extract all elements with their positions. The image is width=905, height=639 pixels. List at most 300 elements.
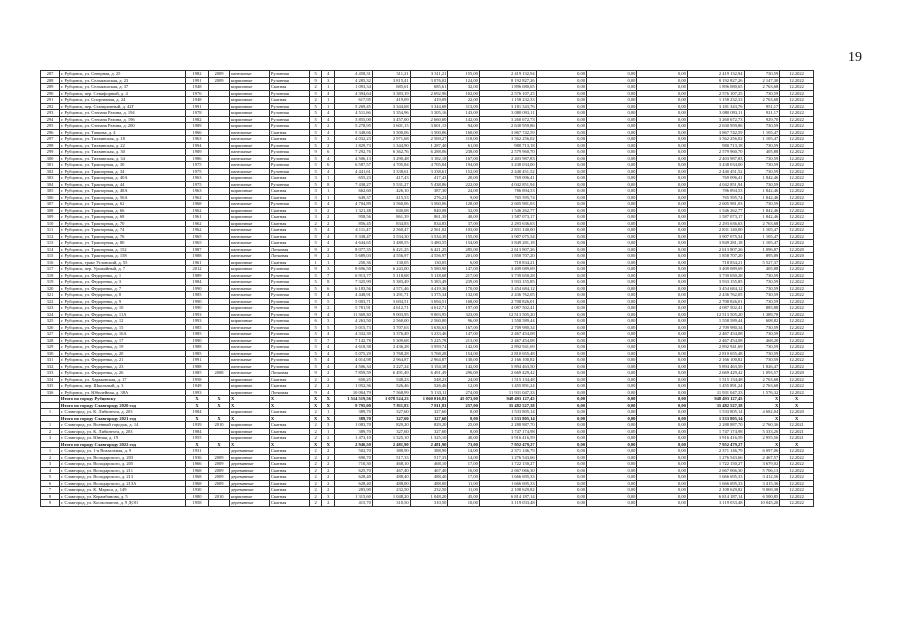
cell-roof-type: Рулонная <box>269 266 309 273</box>
cell-floors: 5 <box>309 324 322 331</box>
cell-living-area: 4 612,71 <box>372 305 410 312</box>
cell-floors: 2 <box>309 220 322 227</box>
cell-residents: 24,00 <box>448 188 480 195</box>
cell-roof-type: Рулонная <box>269 331 309 338</box>
cell-floors: 9 <box>309 246 322 253</box>
cell-address: г. Рубцовск, ул. Федоренко, д. 16А <box>59 331 185 338</box>
cell-total-area: 4 618,38 <box>335 344 373 351</box>
cell-roof-type: Скатная <box>269 227 309 234</box>
cell-fund-fsr: 0,00 <box>536 233 586 240</box>
cell-year-built: 1965 <box>185 240 208 247</box>
cell-owner-contributions: 4 042 851,94 <box>687 181 744 188</box>
cell-entrances: 2 <box>322 142 335 149</box>
cell-address: г. Рубцовск, ул. Тихвинская, д. 30 <box>59 149 185 156</box>
cell-owner-funds: 0,00 <box>637 311 687 318</box>
cell-total-area: 5 338,47 <box>335 233 373 240</box>
cell-total-area: 5 075,29 <box>335 350 373 357</box>
cell-floors: 5 <box>309 155 322 162</box>
cell-roof-type: Рулонная <box>269 71 309 78</box>
cell-fund-fsr: 0,00 <box>536 246 586 253</box>
cell-residents: 155,00 <box>448 233 480 240</box>
cell-residential-area: 526,46 <box>410 383 448 390</box>
cell-residential-area: 4 612,71 <box>410 305 448 312</box>
cell-total-area: 4 032,23 <box>335 136 373 143</box>
cell-deadline: 12.2021 <box>780 435 814 442</box>
cell-total-cost: 3 409 089,69 <box>479 266 536 273</box>
cell-budget-funds: 0,00 <box>587 376 637 383</box>
cell-year-built: 1984 <box>185 428 208 435</box>
cell-fund-fsr: 0,00 <box>536 292 586 299</box>
cell-budget-funds: 0,00 <box>587 246 637 253</box>
cell-total-cost: 2 293 636,63 <box>479 220 536 227</box>
cell-floors: 5 <box>309 90 322 97</box>
cell-total-area: 5 015,73 <box>335 324 373 331</box>
cell-total-area: 5 278,95 <box>335 123 373 130</box>
cell-budget-funds: 0,00 <box>587 292 637 299</box>
cell-fund-fsr: 0,00 <box>536 461 586 468</box>
cell-owner-contributions: 1 666 695,33 <box>687 480 744 487</box>
cell-total-area: 10 004,79 <box>335 389 373 396</box>
cell-row-number: 309 <box>41 214 60 221</box>
cell-roof-type: Скатная <box>269 428 309 435</box>
cell-year-built: 1985 <box>185 331 208 338</box>
cell-living-area: 3 227,24 <box>372 363 410 370</box>
cell-total-area: 4 394,64 <box>335 90 373 97</box>
cell-budget-funds: 0,00 <box>587 84 637 91</box>
cell-living-area: 5 531,27 <box>372 181 410 188</box>
cell-entrances: 4 <box>322 155 335 162</box>
cell-budget-funds: 0,00 <box>587 253 637 260</box>
cell-entrances: 1 <box>322 194 335 201</box>
cell-total-cost: 2 613 807,26 <box>479 246 536 253</box>
cell-wall-material: кирпичные <box>230 97 270 104</box>
cell-wall-material: панельные <box>230 240 270 247</box>
cell-deadline: 12.2022 <box>780 155 814 162</box>
cell-unit-cost: 730,59 <box>744 90 780 97</box>
cell-deadline: 12.2022 <box>780 168 814 175</box>
cell-owner-contributions: 3 562 256,02 <box>687 136 744 143</box>
cell-owner-contributions: 2 293 636,63 <box>687 220 744 227</box>
cell-year-built: 1962 <box>185 227 208 234</box>
cell-owner-contributions: 35 482 527,38 <box>687 402 744 409</box>
cell-living-area: 4 705,84 <box>372 162 410 169</box>
cell-deadline: 12.2022 <box>780 279 814 286</box>
cell-roof-type: Скатная <box>269 461 309 468</box>
cell-entrances: 3 <box>322 136 335 143</box>
cell-row-number: 304 <box>41 181 60 188</box>
cell-deadline: 12.2022 <box>780 493 814 500</box>
cell-owner-contributions: 3 260 672,73 <box>687 116 744 123</box>
cell-owner-contributions: 3 119 033,48 <box>687 500 744 507</box>
cell-wall-material: панельные <box>230 181 270 188</box>
cell-wall-material: кирпичные <box>230 454 270 461</box>
cell-entrances: 3 <box>322 422 335 429</box>
cell-row-number: 3 <box>41 435 60 442</box>
cell-year-built: 1978 <box>185 110 208 117</box>
cell-address: г. Славгород, ул. Володарского, д. 203 <box>59 454 185 461</box>
cell-fund-fsr: 0,00 <box>536 363 586 370</box>
cell-wall-material: панельные <box>230 253 270 260</box>
cell-deadline: 12.2022 <box>780 97 814 104</box>
cell-total-cost: 2 576 107,25 <box>479 90 536 97</box>
cell-fund-fsr: 0,00 <box>536 90 586 97</box>
cell-deadline: 12.2022 <box>780 77 814 84</box>
cell-roof-type: X <box>269 441 309 448</box>
cell-entrances: 1 <box>322 103 335 110</box>
page-number: 19 <box>848 50 862 65</box>
cell-floors: 5 <box>309 298 322 305</box>
cell-deadline: 12.2022 <box>780 461 814 468</box>
cell-residents: 142,00 <box>448 344 480 351</box>
cell-row-number: 332 <box>41 363 60 370</box>
cell-total-area: 6 913,77 <box>335 272 373 279</box>
cell-budget-funds: 0,00 <box>587 103 637 110</box>
cell-total-cost: 4 087 502,41 <box>479 305 536 312</box>
cell-roof-type: Скатная <box>269 493 309 500</box>
cell-living-area: 6 491,49 <box>372 370 410 377</box>
cell-address: г. Рубцовск, ул. Тракторная, д. 74 <box>59 227 185 234</box>
cell-budget-funds: 0,00 <box>587 344 637 351</box>
cell-wall-material: кирпичные <box>230 383 270 390</box>
cell-total-cost: 35 482 527,38 <box>479 402 536 409</box>
cell-floors: X <box>309 396 322 403</box>
cell-residents: 17,00 <box>448 461 480 468</box>
cell-row-number: 308 <box>41 207 60 214</box>
cell-roof-type: Рулонная <box>269 285 309 292</box>
cell-unit-cost: 6 500,85 <box>744 493 780 500</box>
cell-total-cost: 2 288 887,70 <box>479 422 536 429</box>
cell-floors: 2 <box>309 435 322 442</box>
cell-year-built: 1985 <box>185 350 208 357</box>
cell-entrances: 4 <box>322 201 335 208</box>
cell-owner-funds: 0,00 <box>637 487 687 494</box>
cell-total-cost: 3 739 650,28 <box>479 272 536 279</box>
cell-year-built: 1975 <box>185 168 208 175</box>
cell-year-built: X <box>185 441 208 448</box>
cell-budget-funds: 0,00 <box>587 441 637 448</box>
cell-living-area: 4 556,97 <box>372 253 410 260</box>
cell-year-built: 1955 <box>185 435 208 442</box>
cell-entrances: 2 <box>322 214 335 221</box>
cell-floors: 5 <box>309 168 322 175</box>
cell-owner-contributions: 786 894,53 <box>687 188 744 195</box>
cell-year-built: 1986 <box>185 155 208 162</box>
cell-living-area: 7 568,99 <box>372 389 410 396</box>
cell-unit-cost: 895,89 <box>744 253 780 260</box>
cell-year-renovated: X <box>209 396 230 403</box>
cell-row-number: 320 <box>41 285 60 292</box>
cell-budget-funds: 0,00 <box>587 175 637 182</box>
cell-wall-material: панельные <box>230 227 270 234</box>
cell-total-cost: 3 119 033,48 <box>479 500 536 507</box>
cell-floors: 2 <box>309 487 322 494</box>
cell-row-number: 8 <box>41 493 60 500</box>
cell-total-cost: 3 907 075,34 <box>479 233 536 240</box>
cell-total-area: 250,36 <box>335 259 373 266</box>
cell-entrances: 1 <box>322 188 335 195</box>
cell-roof-type: Скатная <box>269 233 309 240</box>
cell-unit-cost: 1 389,78 <box>744 311 780 318</box>
cell-fund-fsr: 0,00 <box>536 227 586 234</box>
cell-total-cost: 1 896 080,65 <box>479 84 536 91</box>
cell-wall-material: панельные <box>230 168 270 175</box>
cell-unit-cost: 730,59 <box>744 201 780 208</box>
cell-year-built: 1989 <box>185 123 208 130</box>
cell-owner-contributions: 1 858 707,20 <box>687 253 744 260</box>
cell-entrances: 5 <box>322 298 335 305</box>
cell-total-area: 628,40 <box>335 474 373 481</box>
cell-residents: 197,00 <box>448 305 480 312</box>
cell-fund-fsr: 0,00 <box>536 422 586 429</box>
cell-total-cost: 7 952 479,27 <box>479 441 536 448</box>
cell-address: г. Рубцовск, ул. Тракторная, д. 76 <box>59 233 185 240</box>
cell-address: г. Рубцовск, ул. Тракторная, д. 30 <box>59 162 185 169</box>
cell-living-area: 488,00 <box>372 480 410 487</box>
cell-total-cost: 718 834,21 <box>479 259 536 266</box>
cell-total-cost: 769 096,41 <box>479 175 536 182</box>
cell-owner-contributions: 3 409 089,69 <box>687 266 744 273</box>
cell-residential-area: 3 636,63 <box>410 324 448 331</box>
cell-address: г. Рубцовск, ул. Тракторная, д. 48А <box>59 188 185 195</box>
cell-wall-material: X <box>230 415 270 422</box>
cell-total-area: 3 855,00 <box>335 116 373 123</box>
cell-fund-fsr: 0,00 <box>536 305 586 312</box>
cell-wall-material: панельные <box>230 363 270 370</box>
cell-row-number: 313 <box>41 240 60 247</box>
cell-residents: 37,00 <box>448 220 480 227</box>
cell-unit-cost: 730,59 <box>744 357 780 364</box>
cell-row-number: 310 <box>41 220 60 227</box>
cell-floors: 5 <box>309 136 322 143</box>
cell-unit-cost: 730,59 <box>744 123 780 130</box>
cell-fund-fsr: 0,00 <box>536 493 586 500</box>
cell-floors: 3 <box>309 175 322 182</box>
cell-floors: 5 <box>309 181 322 188</box>
cell-unit-cost: 2 760,36 <box>744 422 780 429</box>
cell-roof-type: Лотковая <box>269 253 309 260</box>
cell-residents: 124,00 <box>448 77 480 84</box>
cell-owner-funds: 0,00 <box>637 149 687 156</box>
cell-roof-type: Скатная <box>269 454 309 461</box>
cell-residential-area: 829,20 <box>410 422 448 429</box>
cell-fund-fsr: 0,00 <box>536 188 586 195</box>
cell-wall-material: панельные <box>230 298 270 305</box>
cell-floors: 9 <box>309 311 322 318</box>
cell-floors: 5 <box>309 233 322 240</box>
cell-wall-material: кирпичные <box>230 175 270 182</box>
cell-total-cost: 2 831 140,00 <box>479 227 536 234</box>
cell-row-number: 287 <box>41 71 60 78</box>
cell-residential-area: 488,40 <box>410 474 448 481</box>
cell-row-number: 312 <box>41 233 60 240</box>
cell-roof-type: Рулонная <box>269 181 309 188</box>
cell-budget-funds: 0,00 <box>587 311 637 318</box>
cell-total-area: 4 332,39 <box>335 331 373 338</box>
cell-row-number: 305 <box>41 188 60 195</box>
cell-living-area: 3 500,06 <box>372 129 410 136</box>
cell-living-area: 327,60 <box>372 415 410 422</box>
cell-floors: 2 <box>309 422 322 429</box>
cell-floors: 5 <box>309 240 322 247</box>
cell-owner-contributions: 2 613 807,26 <box>687 246 744 253</box>
cell-floors: 5 <box>309 142 322 149</box>
cell-total-area: 1 473,10 <box>335 435 373 442</box>
cell-owner-funds: 0,00 <box>637 123 687 130</box>
cell-entrances: 2 <box>322 467 335 474</box>
cell-fund-fsr: 0,00 <box>536 285 586 292</box>
cell-unit-cost: 1 576,32 <box>744 389 780 396</box>
cell-unit-cost: 1 105,47 <box>744 227 780 234</box>
cell-row-number: 1 <box>41 448 60 455</box>
cell-floors: 5 <box>309 227 322 234</box>
cell-total-cost: 948 493 127,45 <box>479 396 536 403</box>
cell-floors: 5 <box>309 272 322 279</box>
cell-fund-fsr: 0,00 <box>536 116 586 123</box>
cell-budget-funds: 0,00 <box>587 220 637 227</box>
cell-address: г. Рубцовск, ул. Федоренко, д. 19 <box>59 344 185 351</box>
cell-wall-material: панельные <box>230 292 270 299</box>
cell-entrances: 4 <box>322 344 335 351</box>
cell-unit-cost: 730,59 <box>744 344 780 351</box>
cell-deadline: 12.2022 <box>780 240 814 247</box>
cell-wall-material: панельные <box>230 324 270 331</box>
cell-floors: 1 <box>309 259 322 266</box>
cell-fund-fsr: 0,00 <box>536 129 586 136</box>
cell-living-area: 840,08 <box>372 207 410 214</box>
cell-address: г. Рубцовск, ул. Тихвинская, д. 34 <box>59 155 185 162</box>
cell-residents: 257,00 <box>448 402 480 409</box>
cell-living-area: 2 971,68 <box>372 136 410 143</box>
cell-owner-funds: 0,00 <box>637 363 687 370</box>
cell-budget-funds: 0,00 <box>587 123 637 130</box>
cell-address: г. Рубцовск, ул. Тракторная, д. 62 <box>59 201 185 208</box>
cell-fund-fsr: 0,00 <box>536 454 586 461</box>
cell-row-number: 9 <box>41 500 60 507</box>
cell-wall-material: кирпичные <box>230 188 270 195</box>
cell-total-area: 5 269,45 <box>335 103 373 110</box>
cell-owner-contributions: 1 722 150,27 <box>687 461 744 468</box>
cell-floors: 5 <box>309 337 322 344</box>
cell-wall-material: кирпичные <box>230 90 270 97</box>
cell-total-area: 4 263,50 <box>335 318 373 325</box>
cell-unit-cost: X <box>744 402 780 409</box>
cell-unit-cost: 2 763,68 <box>744 220 780 227</box>
cell-wall-material: кирпичные <box>230 389 270 396</box>
cell-total-area: 650,25 <box>335 376 373 383</box>
cell-budget-funds: 0,00 <box>587 409 637 416</box>
cell-deadline: 12.2020 <box>780 370 814 377</box>
cell-budget-funds: 0,00 <box>587 428 637 435</box>
cell-row-number: 306 <box>41 194 60 201</box>
cell-deadline: 12.2022 <box>780 175 814 182</box>
cell-living-area: 488,40 <box>372 474 410 481</box>
cell-unit-cost: 2 763,68 <box>744 84 780 91</box>
cell-owner-funds: 0,00 <box>637 422 687 429</box>
cell-roof-type: Скатная <box>269 220 309 227</box>
cell-fund-fsr: 0,00 <box>536 370 586 377</box>
cell-residents: 20,00 <box>448 175 480 182</box>
cell-residents: 14,00 <box>448 454 480 461</box>
cell-row-number: 1 <box>41 409 60 416</box>
cell-address: г. Рубцовск, ул. Тракторная, д. 152 <box>59 246 185 253</box>
cell-row-number: 316 <box>41 259 60 266</box>
cell-total-area: 7 292,76 <box>335 149 373 156</box>
cell-floors: 5 <box>309 285 322 292</box>
cell-residents: 323,00 <box>448 311 480 318</box>
cell-owner-contributions: 3 867 742,59 <box>687 129 744 136</box>
cell-residents: 217,00 <box>448 272 480 279</box>
cell-total-cost: 2 371 146,79 <box>479 448 536 455</box>
cell-year-built: X <box>185 402 208 409</box>
cell-fund-fsr: 0,00 <box>536 428 586 435</box>
cell-total-area: 5 348,66 <box>335 129 373 136</box>
cell-owner-funds: 0,00 <box>637 207 687 214</box>
cell-budget-funds: 0,00 <box>587 337 637 344</box>
cell-total-area: 7 438,27 <box>335 181 373 188</box>
cell-fund-fsr: 0,00 <box>536 344 586 351</box>
cell-residential-area: 1 325,10 <box>410 435 448 442</box>
cell-unit-cost: 2 467,57 <box>744 454 780 461</box>
cell-row-number: 314 <box>41 246 60 253</box>
cell-floors: 2 <box>309 97 322 104</box>
cell-address: г. Славгород, ул. К. Либкнехта, д. 203 <box>59 409 185 416</box>
cell-floors: 2 <box>309 84 322 91</box>
cell-deadline: 12.2022 <box>780 233 814 240</box>
cell-total-cost: 1 747 174,98 <box>479 428 536 435</box>
cell-unit-cost: 2 955,56 <box>744 435 780 442</box>
cell-unit-cost: 6 097,06 <box>744 448 780 455</box>
cell-total-area: 1 514 519,56 <box>335 396 373 403</box>
cell-total-cost: 1 533 805,14 <box>479 415 536 422</box>
cell-year-renovated: 2010 <box>209 493 230 500</box>
cell-owner-contributions: 4 087 502,41 <box>687 305 744 312</box>
cell-address: г. Славгород, ул. Космонавтов, д. 9 ДОО <box>59 500 185 507</box>
cell-budget-funds: 0,00 <box>587 142 637 149</box>
cell-living-area: 2 481,90 <box>372 441 410 448</box>
cell-owner-contributions: 2 667 066,30 <box>687 467 744 474</box>
cell-total-cost: 1 515 134,48 <box>479 376 536 383</box>
cell-total-area: 5 003,71 <box>335 298 373 305</box>
cell-total-cost: 2 108 629,82 <box>479 487 536 494</box>
cell-unit-cost: 2 763,68 <box>744 97 780 104</box>
cell-year-built: 1939 <box>185 422 208 429</box>
cell-owner-funds: 0,00 <box>637 370 687 377</box>
cell-unit-cost: X <box>744 415 780 422</box>
cell-total-cost: 3 438 034,00 <box>479 162 536 169</box>
cell-living-area: 468,10 <box>372 461 410 468</box>
cell-residential-area: 3 154,38 <box>410 363 448 370</box>
cell-living-area: 3 436,28 <box>372 344 410 351</box>
cell-living-area: 5 309,68 <box>372 337 410 344</box>
cell-owner-contributions: 2 831 140,00 <box>687 227 744 234</box>
cell-budget-funds: 0,00 <box>587 71 637 78</box>
cell-residents: 11,00 <box>448 487 480 494</box>
cell-fund-fsr: 0,00 <box>536 207 586 214</box>
cell-floors: X <box>309 402 322 409</box>
cell-residents: 152,00 <box>448 168 480 175</box>
cell-living-area: 3 290,48 <box>372 155 410 162</box>
cell-total-cost: 3 181 343,76 <box>479 103 536 110</box>
cell-residents: 14,00 <box>448 448 480 455</box>
cell-roof-type: Скатная <box>269 435 309 442</box>
cell-address: г. Рубцовск, ул. Сельмашская, д. 23 <box>59 77 185 84</box>
cell-deadline: 12.2022 <box>780 110 814 117</box>
cell-residential-area: 3 344,68 <box>410 103 448 110</box>
cell-budget-funds: 0,00 <box>587 435 637 442</box>
cell-deadline: 12.2022 <box>780 474 814 481</box>
cell-year-renovated: 2009 <box>209 467 230 474</box>
cell-total-cost: 3 562 256,02 <box>479 136 536 143</box>
